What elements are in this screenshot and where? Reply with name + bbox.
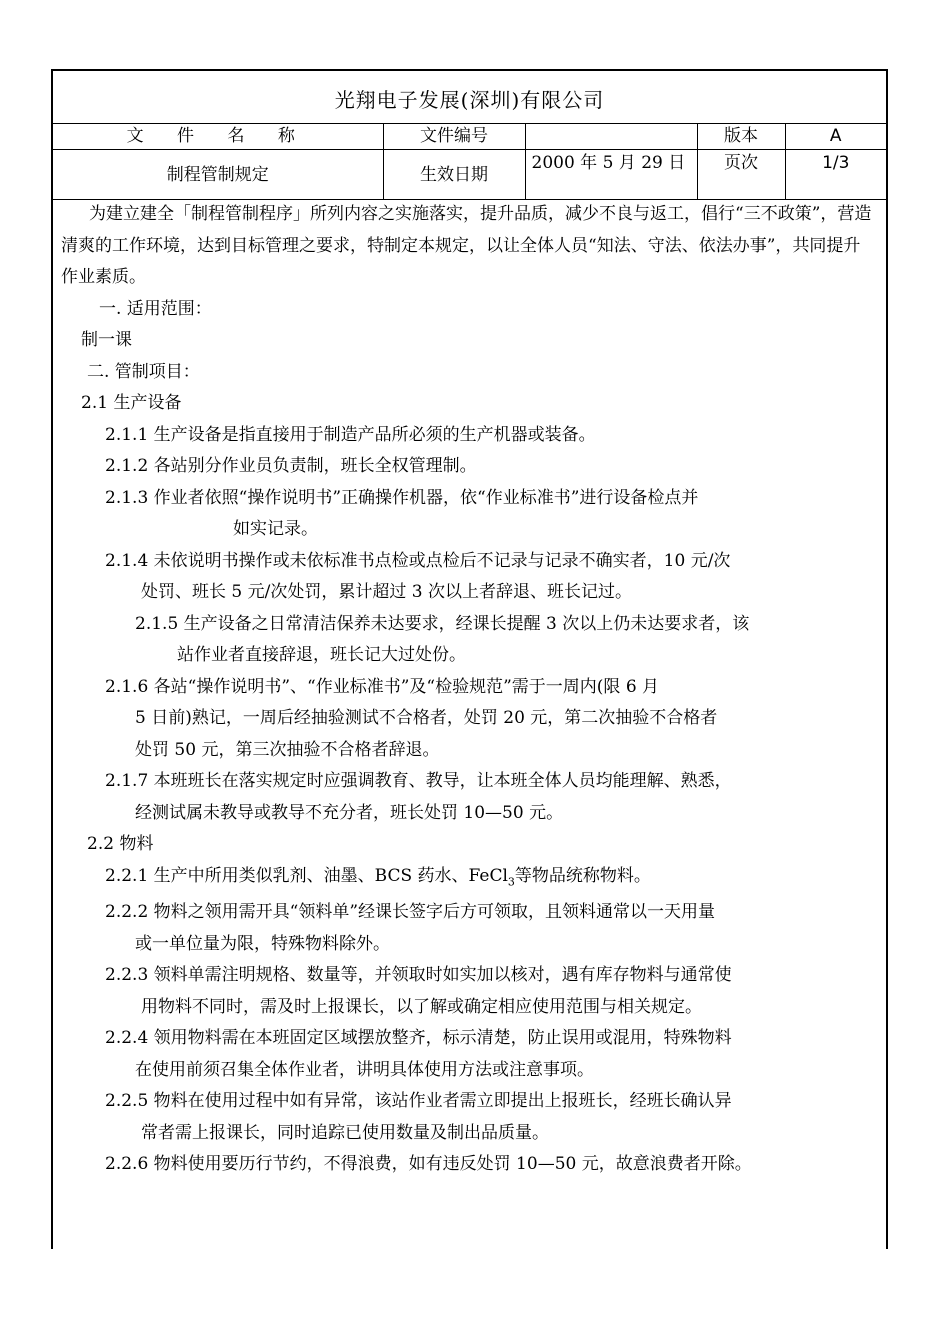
section-2-title: 二. 管制项目：: [87, 361, 200, 382]
item-2-2-1-text-end: 等物品统称物料。: [514, 865, 651, 886]
section-2-1-title: 2.1 生产设备: [81, 393, 182, 413]
effective-date-label: 生效日期: [383, 150, 525, 200]
version-label: 版本: [697, 123, 785, 150]
item-2-2-4-line1: 2.2.4 领用物料需在本班固定区域摆放整齐，标示清楚，防止误用或混用，特殊物料: [105, 1028, 732, 1049]
company-title: 光翔电子发展(深圳)有限公司: [53, 71, 886, 124]
item-2-1-7-line2: 经测试属未教导或教导不充分者，班长处罚 10—50 元。: [135, 802, 564, 823]
document-frame: [51, 69, 888, 1249]
page-value: 1/3: [785, 150, 886, 200]
item-2-1-4-line2: 处罚、班长 5 元/次处罚，累计超过 3 次以上者辞退、班长记过。: [141, 582, 632, 602]
item-2-1-4-line1: 2.1.4 未依说明书操作或未依标准书点检或点检后不记录与记录不确实者，10 元/次: [105, 550, 731, 571]
item-2-2-3-line1: 2.2.3 领料单需注明规格、数量等，并领取时如实加以核对，遇有库存物料与通常使: [105, 965, 732, 986]
document-body: [53, 199, 886, 1181]
document-header-table: [53, 123, 886, 200]
item-2-2-1-subscript: 3: [507, 874, 515, 888]
effective-date-value: 2000 年 5 月 29 日: [525, 150, 697, 200]
item-2-2-1-text: 2.2.1 生产中所用类似乳剂、油墨、BCS 药水、FeCl: [105, 865, 508, 886]
doc-no-value: [525, 123, 697, 150]
section-1-title: 一. 适用范围：: [99, 298, 212, 319]
item-2-2-3-line2: 用物料不同时，需及时上报课长，以了解或确定相应使用范围与相关规定。: [141, 996, 702, 1017]
doc-name-label: 文 件 名 称: [53, 123, 383, 150]
item-2-2-5-line2: 常者需上报课长，同时追踪已使用数量及制出品质量。: [141, 1122, 549, 1143]
item-2-1-6-line3: 处罚 50 元，第三次抽验不合格者辞退。: [135, 739, 440, 760]
item-2-2-5-line1: 2.2.5 物料在使用过程中如有异常，该站作业者需立即提出上报班长，经班长确认异: [105, 1091, 732, 1112]
item-2-1-3-line2: 如实记录。: [233, 519, 318, 539]
version-value: A: [785, 123, 886, 150]
item-2-1-5-line1: 2.1.5 生产设备之日常清洁保养未达要求，经课长提醒 3 次以上仍未达要求者，该: [135, 613, 750, 634]
doc-no-label: 文件编号: [383, 123, 525, 150]
intro-paragraph: 为建立建全「制程管制程序」所列内容之实施落实，提升品质，减少不良与返工，倡行“三不政策”，营造清爽的工作环境，达到目标管理之要求，特制定本规定，以让全体人员“知法、守法、依法办事”，共同提升作业素质。: [61, 204, 872, 287]
item-2-1-5-line2: 站作业者直接辞退，班长记大过处份。: [177, 645, 466, 665]
item-2-1-1: 2.1.1 生产设备是指直接用于制造产品所必须的生产机器或装备。: [105, 424, 596, 445]
section-2-2-title: 2.2 物料: [87, 834, 154, 854]
item-2-2-6: 2.2.6 物料使用要历行节约，不得浪费，如有违反处罚 10—50 元，故意浪费者开除。: [105, 1154, 752, 1175]
item-2-2-2-line2: 或一单位量为限，特殊物料除外。: [135, 933, 390, 954]
item-2-1-6-line1: 2.1.6 各站“操作说明书”、“作业标准书”及“检验规范”需于一周内(限 6 月: [105, 676, 660, 697]
item-2-2-1: [53, 861, 886, 898]
page-label: 页次: [697, 150, 785, 200]
item-2-1-3-line1: 2.1.3 作业者依照“操作说明书”正确操作机器，依“作业标准书”进行设备检点并: [105, 487, 699, 508]
section-1-content: 制一课: [81, 330, 132, 350]
item-2-2-2-line1: 2.2.2 物料之领用需开具“领料单”经课长签字后方可领取，且领料通常以一天用量: [105, 902, 716, 923]
item-2-1-6-line2: 5 日前)熟记，一周后经抽验测试不合格者，处罚 20 元，第二次抽验不合格者: [135, 708, 718, 728]
doc-name-value: 制程管制规定: [53, 150, 383, 200]
item-2-1-2: 2.1.2 各站别分作业员负责制，班长全权管理制。: [105, 456, 477, 476]
item-2-2-4-line2: 在使用前须召集全体作业者，讲明具体使用方法或注意事项。: [135, 1059, 594, 1080]
item-2-1-7-line1: 2.1.7 本班班长在落实规定时应强调教育、教导，让本班全体人员均能理解、熟悉，: [105, 771, 732, 791]
